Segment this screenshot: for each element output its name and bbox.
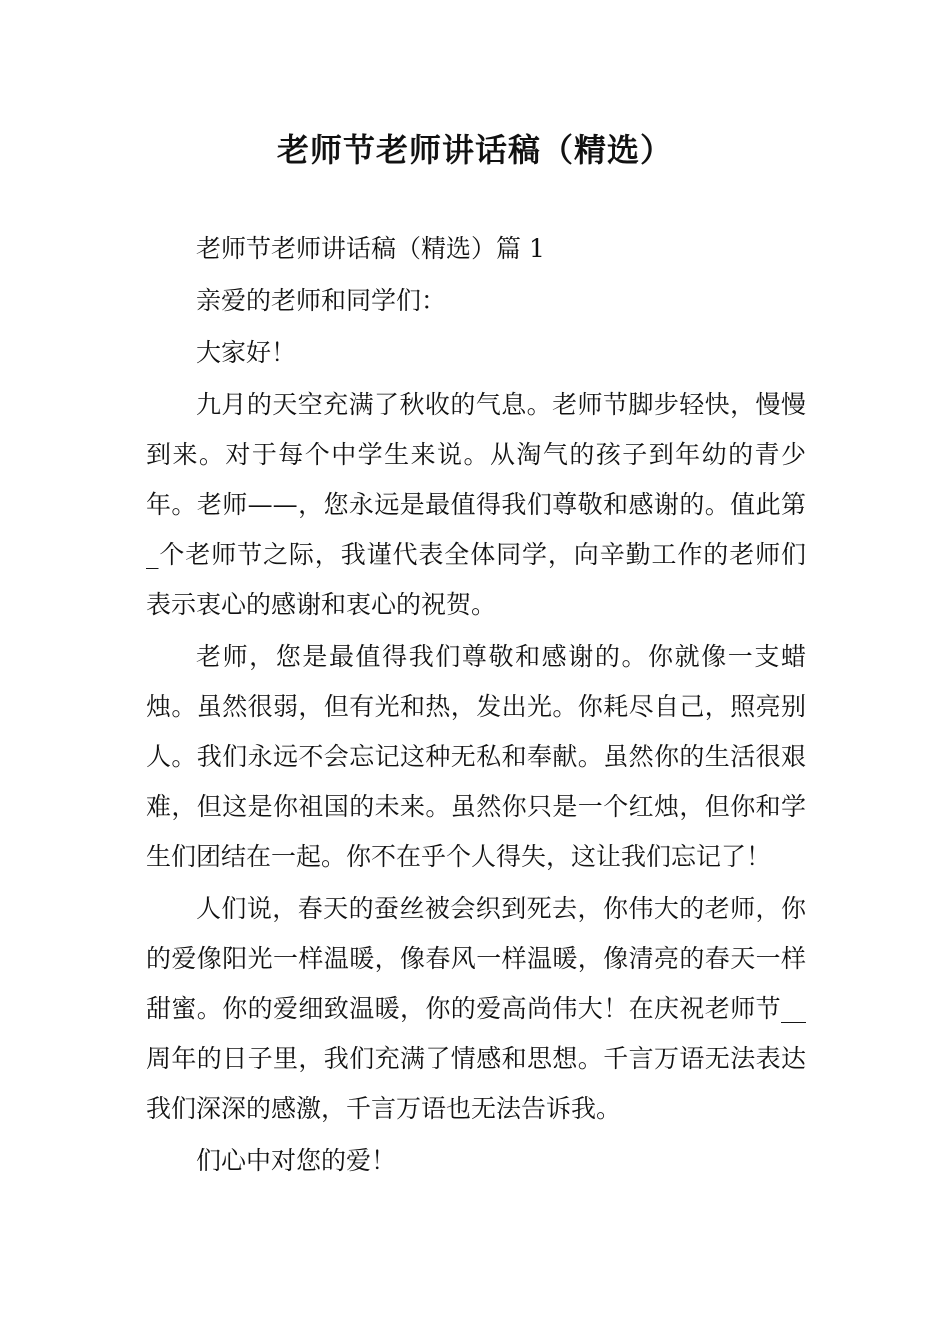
document-title: 老师节老师讲话稿（精选） <box>276 131 673 169</box>
body-paragraph: 人们说，春天的蚕丝被会织到死去，你伟大的老师，你的爱像阳光一样温暖，像春风一样温暖，像清亮的春天一样甜蜜。你的爱细致温暖，你的爱高尚伟大！在庆祝老师节__周年的日子里，我们充满了情感和思想。千言万语无法表达我们深深的感激，千言万语也无法告诉我。 <box>146 894 806 1123</box>
closing-paragraph: 们心中对您的爱！ <box>196 1146 397 1175</box>
salutation-paragraph: 亲爱的老师和同学们： <box>196 286 447 315</box>
greeting-paragraph: 大家好！ <box>196 338 297 367</box>
body-paragraph: 老师，您是最值得我们尊敬和感谢的。你就像一支蜡烛。虽然很弱，但有光和热，发出光。你耗尽自己，照亮别人。我们永远不会忘记这种无私和奉献。虽然你的生活很艰难，但这是你祖国的未来。虽然你只是一个红烛，但你和学生们团结在一起。你不在乎个人得失，这让我们忘记了！ <box>146 642 806 871</box>
subtitle-paragraph: 老师节老师讲话稿（精选）篇 1 <box>196 234 545 263</box>
document-body <box>146 224 806 1186</box>
body-paragraph: 九月的天空充满了秋收的气息。老师节脚步轻快，慢慢到来。对于每个中学生来说。从淘气的孩子到年幼的青少年。老师——，您永远是最值得我们尊敬和感谢的。值此第_个老师节之际，我谨代表全体同学，向辛勤工作的老师们表示衷心的感谢和衷心的祝贺。 <box>146 390 806 619</box>
